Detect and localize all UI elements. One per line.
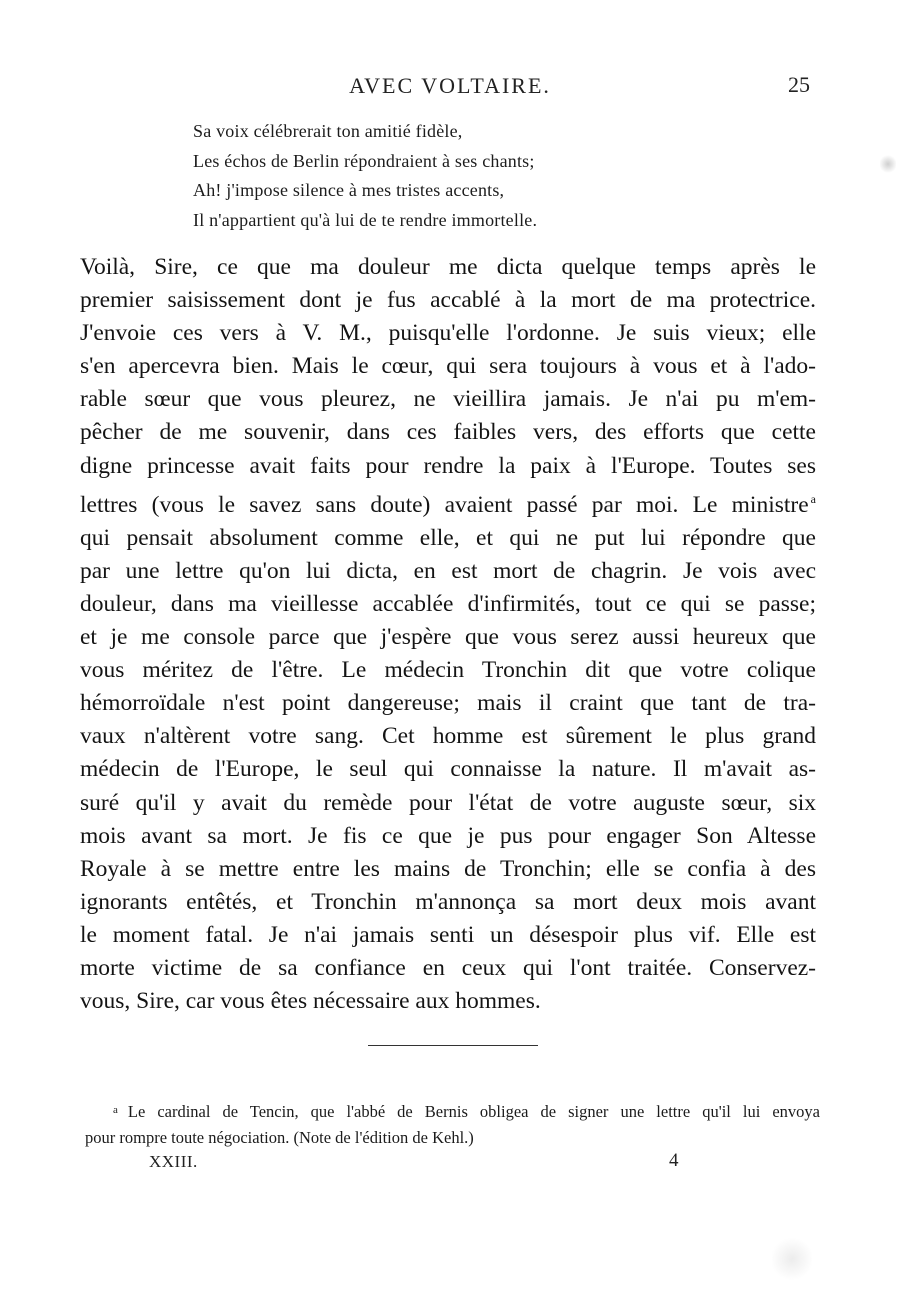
- text-line: le moment fatal. Je n'ai jamais senti un désespoir plus vif. Elle est: [80, 921, 816, 948]
- footnote-mark: a: [113, 1104, 118, 1116]
- footnote: [85, 1097, 820, 1151]
- text-line: rable sœur que vous pleurez, ne vieillira jamais. Je n'ai pu m'em-: [80, 386, 816, 413]
- text-line: pêcher de me souvenir, dans ces faibles vers, des efforts que cette: [80, 419, 816, 446]
- body-paragraph: [80, 251, 816, 1018]
- text-line: mois avant sa mort. Je fis ce que je pus pour engager Son Altesse: [80, 822, 816, 849]
- text-line: médecin de l'Europe, le seul qui connaisse la nature. Il m'avait as-: [80, 756, 816, 783]
- page-number: 25: [788, 72, 810, 97]
- text-line: hémorroïdale n'est point dangereuse; mais il craint que tant de tra-: [80, 690, 816, 717]
- footnote-reference: a: [810, 491, 816, 506]
- text-line: Royale à se mettre entre les mains de Tronchin; elle se confia à des: [80, 855, 816, 882]
- text-line: vous méritez de l'être. Le médecin Tronchin dit que votre colique: [80, 657, 816, 684]
- footnote-line: pour rompre toute négociation. (Note de l'édition de Kehl.): [85, 1128, 474, 1147]
- footnote-text: Le cardinal de Tencin, que l'abbé de Bernis obligea de signer une lettre qu'il lui envoya: [127, 1102, 820, 1121]
- verse-line: Sa voix célébrerait ton amitié fidèle,: [193, 121, 463, 141]
- text-line: J'envoie ces vers à V. M., puisqu'elle l'ordonne. Je suis vieux; elle: [80, 320, 816, 347]
- footnote-line: [85, 1097, 820, 1125]
- text-line: lettres (vous le savez sans doute) avaient passé par moi. Le ministre: [80, 491, 809, 518]
- running-title: AVEC VOLTAIRE.: [349, 73, 551, 98]
- text-line: douleur, dans ma vieillesse accablée d'infirmités, tout ce qui se passe;: [80, 590, 816, 617]
- verse-line: Ah! j'impose silence à mes tristes accents,: [193, 180, 505, 200]
- text-line: qui pensait absolument comme elle, et qui ne put lui répondre que: [80, 524, 816, 551]
- text-line: et je me console parce que j'espère que vous serez aussi heureux que: [80, 624, 816, 651]
- text-line: suré qu'il y avait du remède pour l'état de votre auguste sœur, six: [80, 789, 816, 816]
- text-line: vous, Sire, car vous êtes nécessaire aux hommes.: [80, 988, 541, 1015]
- text-line: morte victime de sa confiance en ceux qui l'ont traitée. Conservez-: [80, 954, 816, 981]
- paper-smudge: [880, 154, 896, 174]
- verse-line: Il n'appartient qu'à lui de te rendre immortelle.: [193, 209, 538, 230]
- section-divider: [368, 1045, 538, 1046]
- text-line: Voilà, Sire, ce que ma douleur me dicta quelque temps après le: [80, 254, 816, 280]
- verse-line: Les échos de Berlin répondraient à ses chants;: [193, 150, 535, 171]
- text-line: premier saisissement dont je fus accablé à la mort de ma protectrice.: [80, 287, 816, 314]
- verse-block: [193, 117, 753, 235]
- printer-signature: XXIII.: [149, 1152, 198, 1171]
- text-line: vaux n'altèrent votre sang. Cet homme est sûrement le plus grand: [80, 723, 816, 750]
- text-line-with-footnote-ref: [80, 483, 816, 522]
- text-line: par une lettre qu'on lui dicta, en est mort de chagrin. Je vois avec: [80, 557, 816, 584]
- text-line: s'en apercevra bien. Mais le cœur, qui sera toujours à vous et à l'ado-: [80, 353, 816, 380]
- text-line: ignorants entêtés, et Tronchin m'annonça sa mort deux mois avant: [80, 888, 816, 915]
- text-line: digne princesse avait faits pour rendre la paix à l'Europe. Toutes ses: [80, 452, 816, 479]
- signature-folio: 4: [669, 1150, 679, 1171]
- paper-smudge: [772, 1236, 812, 1282]
